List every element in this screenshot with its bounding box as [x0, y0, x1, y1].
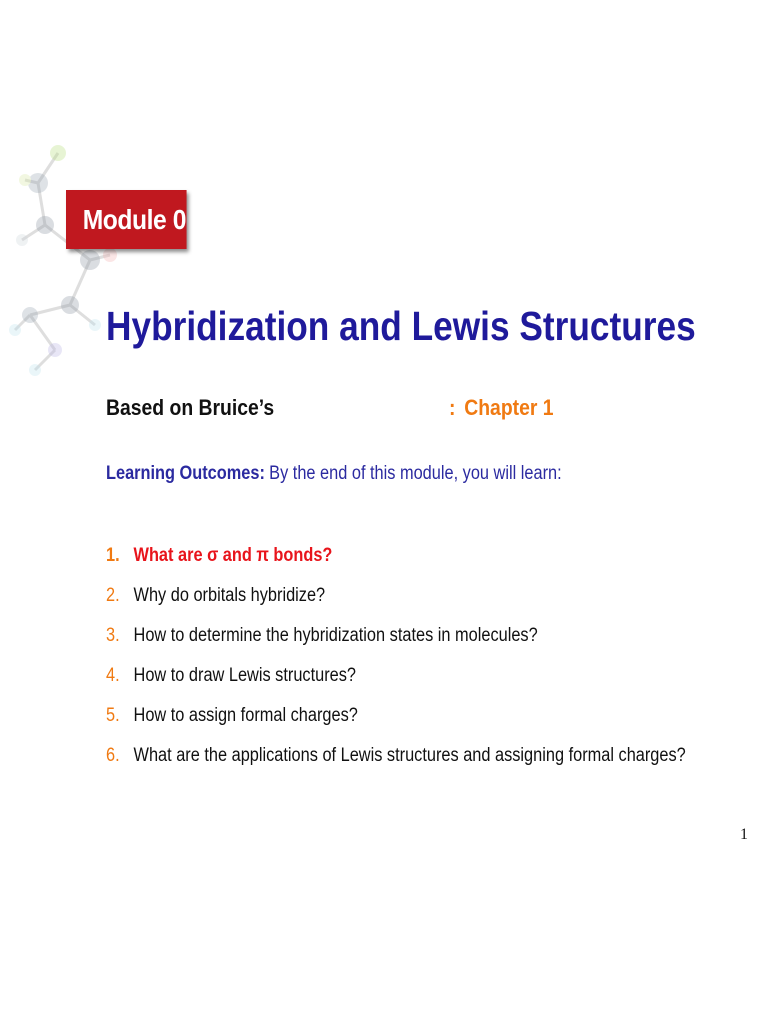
list-item-number: 3.: [106, 625, 120, 646]
list-item-text: How to draw Lewis structures?: [133, 665, 357, 686]
list-item-text: What are the applications of Lewis structures and assigning formal charges?: [133, 745, 686, 766]
outcomes-list: [106, 540, 686, 780]
learning-outcomes-intro: By the end of this module, you will learn:: [269, 463, 562, 484]
list-item: [106, 660, 686, 700]
learning-outcomes-label: Learning Outcomes:: [106, 463, 265, 484]
list-item: [106, 620, 686, 660]
module-badge: Module 0: [66, 190, 187, 249]
list-item-text: What are σ and π bonds?: [133, 545, 333, 566]
chapter-reference: [449, 390, 554, 426]
learning-outcomes-heading: [106, 458, 562, 490]
list-item-text: Why do orbitals hybridize?: [133, 585, 326, 606]
chapter-separator: :: [449, 395, 456, 420]
list-item-number: 4.: [106, 665, 120, 686]
slide-title: Hybridization and Lewis Structures: [106, 303, 696, 349]
list-item-number: 2.: [106, 585, 120, 606]
list-item-number: 6.: [106, 745, 120, 766]
list-item-text: How to assign formal charges?: [133, 705, 358, 726]
page-number: 1: [740, 826, 748, 843]
list-item: [106, 540, 686, 580]
chapter-label: Chapter 1: [464, 395, 554, 420]
list-item-number: 5.: [106, 705, 120, 726]
list-item: [106, 700, 686, 740]
list-item: [106, 580, 686, 620]
list-item-number: 1.: [106, 545, 120, 566]
list-item: [106, 740, 686, 780]
based-on-text: Based on Bruice’s: [106, 395, 275, 420]
list-item-text: How to determine the hybridization states in molecules?: [133, 625, 538, 646]
